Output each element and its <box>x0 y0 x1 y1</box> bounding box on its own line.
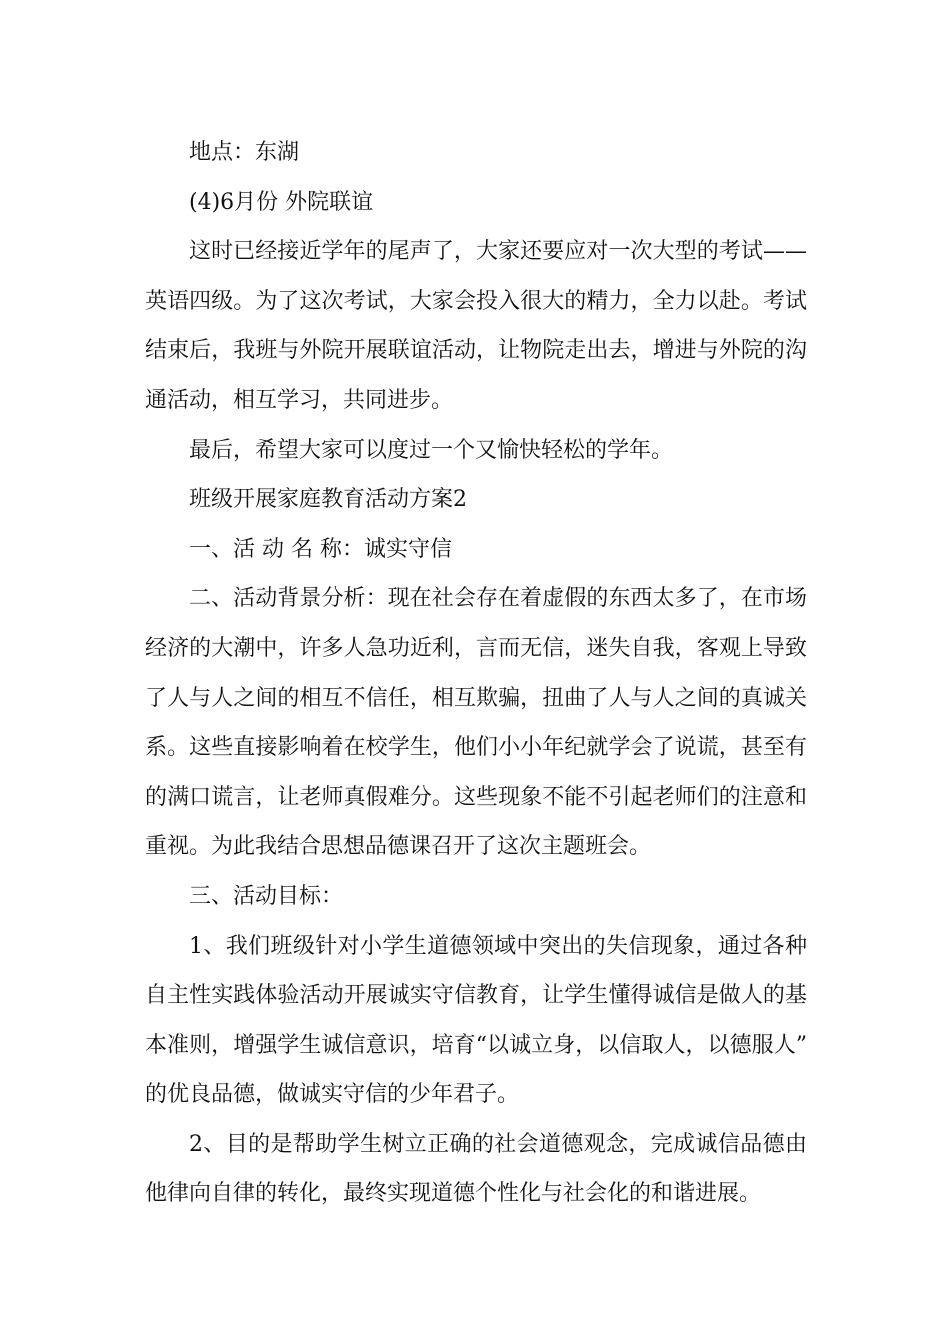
paragraph-closing: 最后，希望大家可以度过一个又愉快轻松的学年。 <box>189 437 674 463</box>
paragraph-june-heading: (4)6月份 外院联谊 <box>189 189 374 215</box>
section-title: 班级开展家庭教育活动方案2 <box>189 487 467 513</box>
paragraph-activity-name: 一、活 动 名 称：诚实守信 <box>189 536 452 562</box>
document-body <box>145 128 807 1219</box>
paragraph-location: 地点：东湖 <box>189 140 300 165</box>
paragraph-goal-2: 2、目的是帮助学生树立正确的社会道德观念，完成诚信品德由他律向自律的转化，最终实现道德个性化与社会化的和谐进展。 <box>145 1131 807 1207</box>
paragraph-background: 二、活动背景分析：现在社会存在着虚假的东西太多了，在市场经济的大潮中，许多人急功近利，言而无信，迷失自我，客观上导致了人与人之间的相互不信任，相互欺骗，扭曲了人与人之间的真诚关系。这些直接影响着在校学生，他们小小年纪就学会了说谎，甚至有的满口谎言，让老师真假难分。这些现象不能不引起老师们的注意和重视。为此我结合思想品德课召开了这次主题班会。 <box>145 586 807 860</box>
paragraph-goals-heading: 三、活动目标： <box>189 883 344 909</box>
paragraph-exam: 这时已经接近学年的尾声了，大家还要应对一次大型的考试——英语四级。为了这次考试，大家会投入很大的精力，全力以赴。考试结束后，我班与外院开展联谊活动，让物院走出去，增进与外院的沟通活动，相互学习，共同进步。 <box>145 239 807 413</box>
paragraph-goal-1: 1、我们班级针对小学生道德领域中突出的失信现象，通过各种自主性实践体验活动开展诚实守信教育，让学生懂得诚信是做人的基本准则，增强学生诚信意识，培育“以诚立身，以信取人，以德服人”的优良品德，做诚实守信的少年君子。 <box>145 933 807 1108</box>
